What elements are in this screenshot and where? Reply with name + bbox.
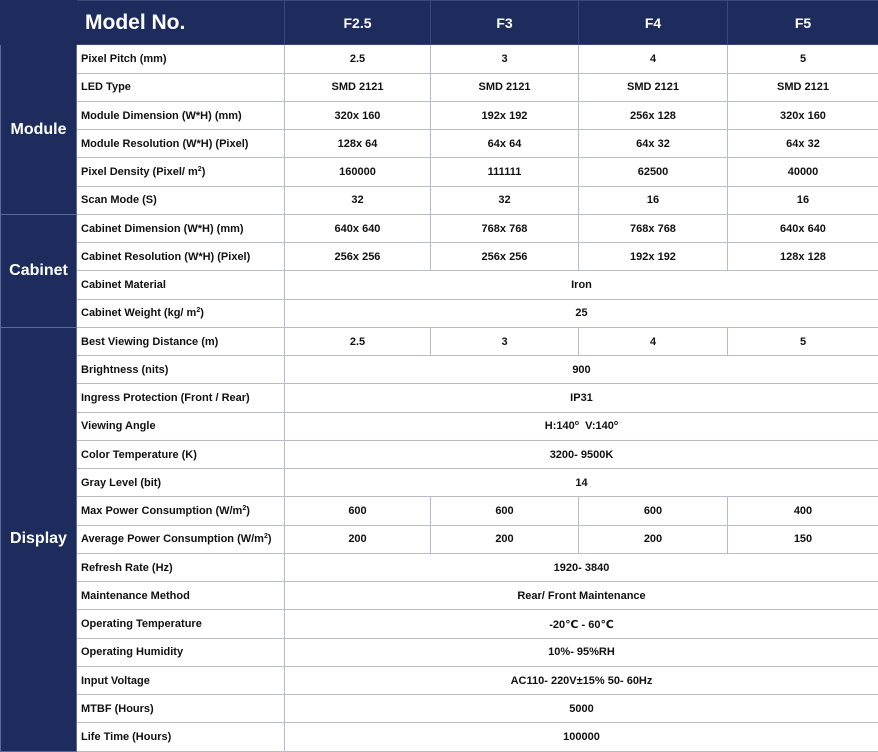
value-cell: 768x 768 <box>431 214 579 242</box>
value-cell: 150 <box>728 525 878 553</box>
value-cell: 3 <box>431 327 579 355</box>
value-cell: 111111 <box>431 158 579 186</box>
row-label-text: Ingress Protection (Front / Rear) <box>81 392 250 405</box>
value-cell-merged: Iron <box>285 271 878 299</box>
row-label <box>77 384 285 412</box>
value-cell: 192x 192 <box>579 243 728 271</box>
value-cell: 128x 128 <box>728 243 878 271</box>
value-cell: 3 <box>431 45 579 73</box>
degree-mark: o <box>613 420 619 428</box>
value-cell: 128x 64 <box>285 130 431 158</box>
row-label-text: Module Dimension (W*H) (mm) <box>81 109 242 122</box>
row-label-superscript: 2 <box>263 533 268 541</box>
row-label <box>77 525 285 553</box>
value-cell: SMD 2121 <box>728 73 878 101</box>
row-label-text: Life Time (Hours) <box>81 731 172 744</box>
value-cell: 40000 <box>728 158 878 186</box>
row-label-superscript: 2 <box>197 166 202 174</box>
model-no-header: Model No. <box>77 1 285 45</box>
spec-row <box>1 384 878 412</box>
row-label-text: Max Power Consumption (W/m <box>81 505 243 518</box>
row-label-text: Input Voltage <box>81 674 150 687</box>
spec-row <box>1 356 878 384</box>
section-label-cabinet: Cabinet <box>1 214 77 327</box>
header-row <box>1 1 878 45</box>
row-label <box>77 243 285 271</box>
row-label <box>77 271 285 299</box>
spec-row <box>1 101 878 129</box>
value-cell: 192x 192 <box>431 101 579 129</box>
value-cell: 62500 <box>579 158 728 186</box>
row-label-text: Module Resolution (W*H) (Pixel) <box>81 137 249 150</box>
value-cell: 256x 256 <box>285 243 431 271</box>
value-cell: 640x 640 <box>285 214 431 242</box>
row-label-text: LED Type <box>81 81 131 94</box>
section-label-module: Module <box>1 45 77 215</box>
row-label-text: Operating Humidity <box>81 646 184 659</box>
row-label-text: Pixel Pitch (mm) <box>81 53 167 66</box>
spec-row <box>1 440 878 468</box>
value-cell: 256x 256 <box>431 243 579 271</box>
spec-row <box>1 497 878 525</box>
row-label <box>77 666 285 694</box>
row-label-text: Gray Level (bit) <box>81 476 162 489</box>
value-cell: 200 <box>579 525 728 553</box>
value-cell: SMD 2121 <box>431 73 579 101</box>
value-cell: 600 <box>285 497 431 525</box>
row-label-text: Pixel Density (Pixel/ m <box>81 166 198 179</box>
spec-row <box>1 582 878 610</box>
model-header-f5: F5 <box>728 1 878 45</box>
spec-row <box>1 695 878 723</box>
value-cell: 64x 32 <box>579 130 728 158</box>
value-cell: 600 <box>431 497 579 525</box>
row-label <box>77 73 285 101</box>
value-cell: 256x 128 <box>579 101 728 129</box>
model-header-f4: F4 <box>579 1 728 45</box>
value-cell-merged <box>285 412 878 440</box>
value-cell: SMD 2121 <box>285 73 431 101</box>
value-cell: 4 <box>579 45 728 73</box>
row-label <box>77 440 285 468</box>
spec-row <box>1 723 878 752</box>
spec-row <box>1 158 878 186</box>
value-cell: SMD 2121 <box>579 73 728 101</box>
row-label <box>77 130 285 158</box>
spec-row <box>1 214 878 242</box>
value-cell: 2.5 <box>285 45 431 73</box>
header-corner <box>1 1 77 45</box>
spec-row <box>1 299 878 327</box>
value-cell-merged: 1920- 3840 <box>285 553 878 581</box>
spec-row <box>1 412 878 440</box>
value-cell: 64x 64 <box>431 130 579 158</box>
value-cell: 16 <box>728 186 878 214</box>
row-label-text: Color Temperature (K) <box>81 448 197 461</box>
value-cell: 320x 160 <box>728 101 878 129</box>
row-label-superscript: 2 <box>242 505 247 513</box>
row-label-text: Cabinet Weight (kg/ m <box>81 307 197 320</box>
value-cell: 768x 768 <box>579 214 728 242</box>
row-label-text: Operating Temperature <box>81 618 202 631</box>
spec-row <box>1 327 878 355</box>
spec-row <box>1 73 878 101</box>
row-label <box>77 582 285 610</box>
row-label-text: Scan Mode (S) <box>81 194 157 207</box>
value-cell-merged: AC110- 220V±15% 50- 60Hz <box>285 666 878 694</box>
row-label-text: Viewing Angle <box>81 420 156 433</box>
row-label <box>77 610 285 638</box>
section-label-display: Display <box>1 327 77 751</box>
value-cell-merged: 5000 <box>285 695 878 723</box>
value-cell-merged: 25 <box>285 299 878 327</box>
value-cell-merged: 3200- 9500K <box>285 440 878 468</box>
row-label-text: Cabinet Dimension (W*H) (mm) <box>81 222 244 235</box>
row-label <box>77 723 285 752</box>
value-cell-merged: IP31 <box>285 384 878 412</box>
value-cell: 160000 <box>285 158 431 186</box>
model-header-f2-5: F2.5 <box>285 1 431 45</box>
spec-row <box>1 186 878 214</box>
model-header-f3: F3 <box>431 1 579 45</box>
row-label <box>77 101 285 129</box>
row-label <box>77 356 285 384</box>
value-cell: 32 <box>431 186 579 214</box>
row-label-suffix: ) <box>267 533 272 546</box>
row-label <box>77 45 285 73</box>
value-cell: 200 <box>285 525 431 553</box>
value-cell: 2.5 <box>285 327 431 355</box>
spec-row <box>1 45 878 73</box>
value-cell-merged: 900 <box>285 356 878 384</box>
value-cell: 4 <box>579 327 728 355</box>
row-label-suffix: ) <box>246 505 250 518</box>
row-label <box>77 638 285 666</box>
row-label <box>77 186 285 214</box>
spec-row <box>1 243 878 271</box>
row-label-text: Average Power Consumption (W/m <box>81 533 264 546</box>
row-label <box>77 158 285 186</box>
row-label <box>77 553 285 581</box>
row-label-text: Refresh Rate (Hz) <box>81 561 173 574</box>
row-label-text: Brightness (nits) <box>81 363 169 376</box>
row-label <box>77 497 285 525</box>
row-label <box>77 695 285 723</box>
row-label <box>77 469 285 497</box>
value-cell-merged: 100000 <box>285 723 878 752</box>
value-cell-merged: Rear/ Front Maintenance <box>285 582 878 610</box>
row-label-suffix: ) <box>201 166 206 179</box>
spec-row <box>1 271 878 299</box>
spec-row <box>1 469 878 497</box>
value-cell: 5 <box>728 327 878 355</box>
value-cell: 400 <box>728 497 878 525</box>
spec-row <box>1 610 878 638</box>
row-label-text: Best Viewing Distance (m) <box>81 335 219 348</box>
spec-row <box>1 130 878 158</box>
row-label <box>77 412 285 440</box>
row-label-text: Maintenance Method <box>81 589 190 602</box>
spec-row <box>1 638 878 666</box>
value-part: V:140 <box>579 420 614 433</box>
value-cell: 600 <box>579 497 728 525</box>
row-label <box>77 214 285 242</box>
spec-row <box>1 666 878 694</box>
degree-mark: o <box>574 420 580 428</box>
row-label-text: Cabinet Resolution (W*H) (Pixel) <box>81 250 251 263</box>
spec-row <box>1 553 878 581</box>
row-label <box>77 299 285 327</box>
row-label-text: Cabinet Material <box>81 279 166 292</box>
value-cell: 32 <box>285 186 431 214</box>
row-label-suffix: ) <box>200 307 204 320</box>
value-cell: 200 <box>431 525 579 553</box>
value-cell: 16 <box>579 186 728 214</box>
row-label <box>77 327 285 355</box>
value-part: H:140 <box>544 420 575 433</box>
row-label-text: MTBF (Hours) <box>81 702 154 715</box>
spec-row <box>1 525 878 553</box>
row-label-superscript: 2 <box>196 307 201 315</box>
value-cell-merged: 14 <box>285 469 878 497</box>
value-cell: 64x 32 <box>728 130 878 158</box>
value-cell-merged: -20℃ - 60℃ <box>285 610 878 638</box>
value-cell-merged: 10%- 95%RH <box>285 638 878 666</box>
value-cell: 640x 640 <box>728 214 878 242</box>
value-cell: 5 <box>728 45 878 73</box>
value-cell: 320x 160 <box>285 101 431 129</box>
